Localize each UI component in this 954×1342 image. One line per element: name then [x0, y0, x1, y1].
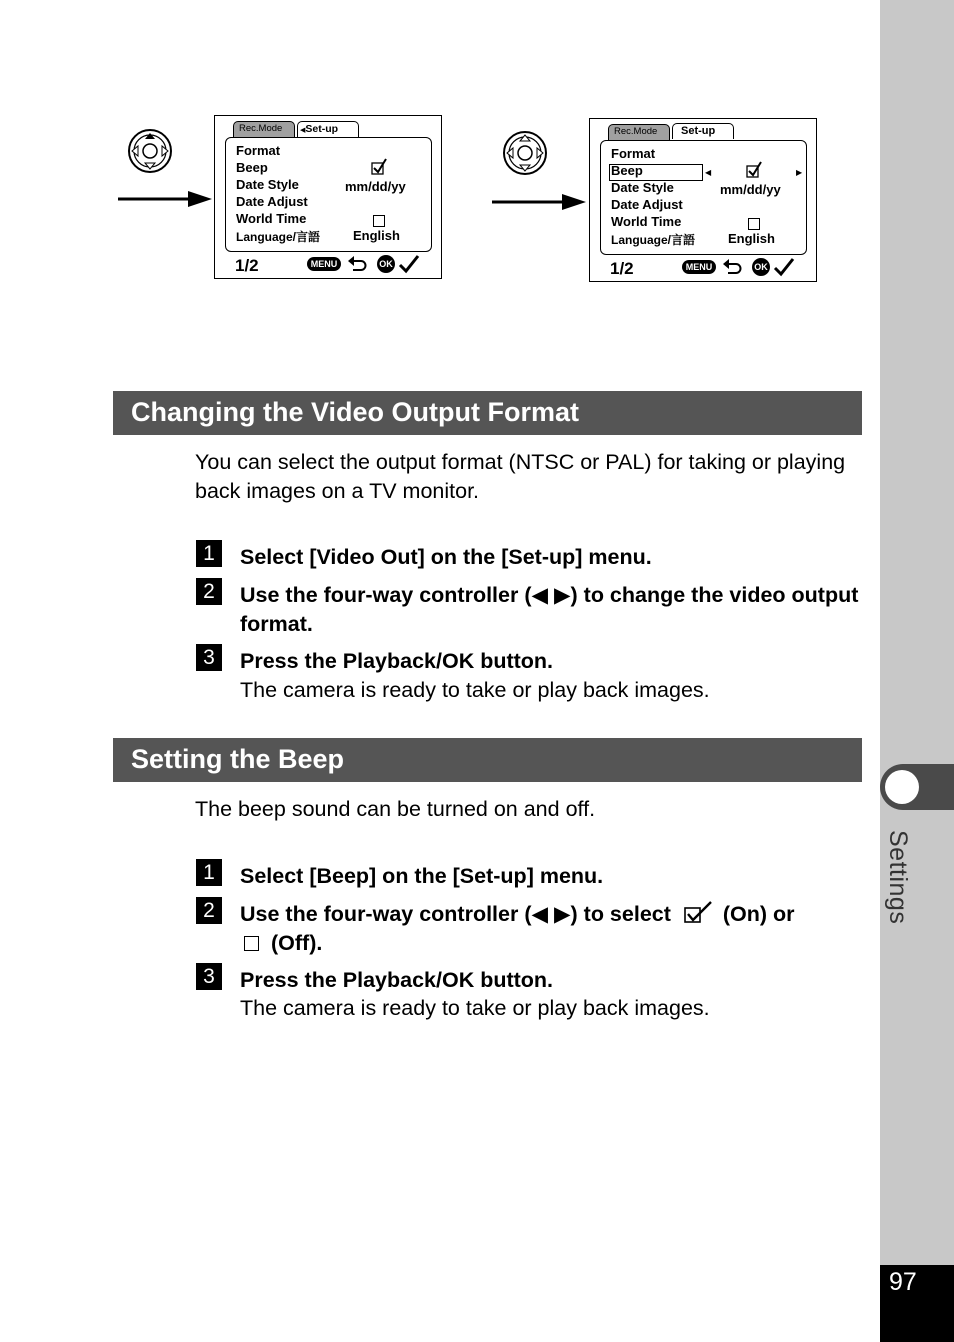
checkmark-icon [398, 254, 420, 274]
menu-item-beep: Beep [611, 163, 643, 178]
tab-set-up: Set-up [672, 123, 734, 139]
lcd-screen [589, 118, 817, 282]
page-number: 97 [889, 1268, 917, 1296]
step-text: Press the Playback/OK button. [240, 649, 554, 673]
ok-button-icon: OK [752, 258, 770, 276]
menu-item-language: Language/言語 [236, 230, 321, 244]
checkbox-checked-icon [683, 901, 713, 925]
section-intro: The beep sound can be turned on and off. [195, 797, 596, 821]
right-triangle-icon: ▶ [796, 168, 803, 177]
step-text-on: (On) or [722, 902, 795, 926]
step-text: Use the four-way controller (◀ ▶) to change the video output format. [240, 583, 859, 636]
return-icon [723, 258, 743, 276]
step-text: Press the Playback/OK button. [240, 968, 554, 992]
language-value: English [728, 231, 775, 246]
menu-item-format: Format [611, 146, 656, 161]
arrow-right-icon [118, 189, 212, 209]
step-number: 1 [196, 859, 222, 886]
menu-item-world-time: World Time [611, 214, 682, 229]
page-indicator: 1/2 [235, 256, 259, 275]
step-number: 3 [196, 963, 222, 990]
checkbox-unchecked-icon [748, 218, 760, 230]
menu-item-date-style: Date Style [236, 177, 299, 192]
checkmark-icon [773, 257, 795, 277]
tab-rec-mode: Rec.Mode [233, 121, 295, 137]
step-text-before: Use the four-way controller (◀ ▶) to select [240, 902, 671, 926]
language-value: English [353, 228, 400, 243]
step-description: The camera is ready to take or play back images. [240, 678, 710, 702]
checkbox-unchecked-icon [244, 936, 259, 951]
step-number: 1 [196, 540, 222, 567]
section-title: Changing the Video Output Format [131, 397, 579, 427]
arrow-right-icon [492, 192, 586, 212]
four-way-controller-icon [126, 127, 174, 175]
step-number: 3 [196, 644, 222, 671]
tab-set-up: ◀Set-up [297, 121, 359, 137]
menu-item-language: Language/言語 [611, 233, 696, 247]
date-style-value: mm/dd/yy [345, 179, 406, 194]
menu-item-date-adjust: Date Adjust [236, 194, 308, 209]
section-intro: You can select the output format (NTSC or PAL) for taking or playing back images on a TV monitor. [195, 450, 846, 503]
step-text-off: (Off). [271, 931, 323, 955]
menu-box [600, 140, 807, 255]
side-label: Settings [884, 830, 912, 925]
section-header-video-output [113, 391, 862, 435]
step-text [240, 900, 860, 958]
checkbox-checked-icon [371, 158, 387, 176]
menu-button-icon: MENU [682, 260, 716, 274]
step-text: Select [Beep] on the [Set-up] menu. [240, 864, 604, 888]
section-header-beep [113, 738, 862, 782]
side-tab-dot [885, 770, 919, 804]
page-indicator: 1/2 [610, 259, 634, 278]
tab-rec-mode: Rec.Mode [608, 124, 670, 140]
step-number: 2 [196, 897, 222, 924]
checkbox-unchecked-icon [373, 215, 385, 227]
menu-item-date-adjust: Date Adjust [611, 197, 683, 212]
section-title: Setting the Beep [131, 744, 345, 774]
checkbox-checked-icon [746, 161, 762, 179]
menu-item-world-time: World Time [236, 211, 307, 226]
return-icon [348, 255, 368, 273]
menu-item-date-style: Date Style [611, 180, 674, 195]
side-bar [880, 0, 954, 1342]
menu-item-beep: Beep [236, 160, 268, 175]
date-style-value: mm/dd/yy [720, 182, 781, 197]
ok-button-icon: OK [377, 255, 395, 273]
step-number: 2 [196, 578, 222, 605]
lcd-screen [214, 115, 442, 279]
step-description: The camera is ready to take or play back images. [240, 996, 710, 1020]
step-text: Select [Video Out] on the [Set-up] menu. [240, 545, 652, 569]
left-triangle-icon: ◀ [705, 168, 712, 177]
menu-box [225, 137, 432, 252]
four-way-controller-icon [501, 129, 549, 177]
menu-item-format: Format [236, 143, 281, 158]
menu-button-icon: MENU [307, 257, 341, 271]
